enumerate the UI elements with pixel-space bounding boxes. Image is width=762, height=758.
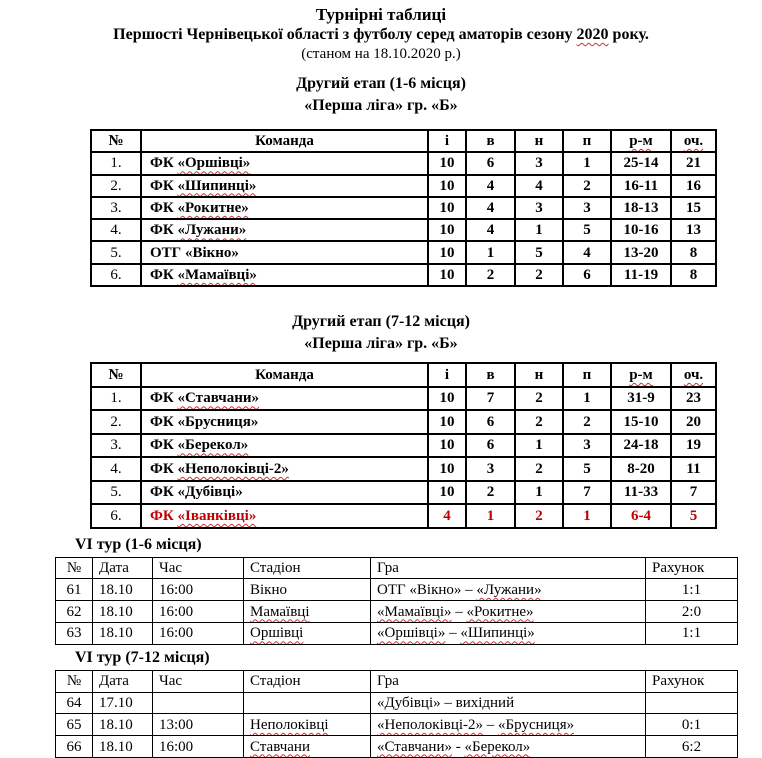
col-game: Гра xyxy=(371,670,646,692)
game-text: «Дубівці» – вихідний xyxy=(377,694,515,711)
team-cell xyxy=(141,219,428,241)
losses-cell: 5 xyxy=(563,219,611,241)
table-row xyxy=(56,601,738,623)
points-cell: 21 xyxy=(671,152,716,174)
col-score: Рахунок xyxy=(646,557,738,579)
fixtures-table-1-6 xyxy=(55,557,738,645)
time-cell xyxy=(153,692,244,714)
col-stadium: Стадіон xyxy=(244,670,371,692)
losses-cell: 1 xyxy=(563,504,611,528)
score-cell: 6:2 xyxy=(646,736,738,758)
time-cell: 16:00 xyxy=(153,579,244,601)
col-goals: р-м xyxy=(611,130,671,152)
stadium-cell xyxy=(244,601,371,623)
page-title: Турнірні таблиці xyxy=(315,5,447,24)
stage-heading-line1: Другий етап (1-6 місця) xyxy=(296,75,466,92)
wins-cell: 6 xyxy=(466,152,515,174)
game-separator: - xyxy=(451,738,465,755)
col-points: оч. xyxy=(671,130,716,152)
score-cell: 1:1 xyxy=(646,622,738,644)
team-cell xyxy=(141,175,428,197)
date-cell: 18.10 xyxy=(93,714,153,736)
match-number-cell: 64 xyxy=(56,692,93,714)
stadium-name: Неполоківці xyxy=(250,716,329,733)
time-cell: 16:00 xyxy=(153,736,244,758)
table-row xyxy=(56,714,738,736)
score-cell: 2:0 xyxy=(646,601,738,623)
goal-diff-cell: 16-11 xyxy=(611,175,671,197)
table-row xyxy=(91,481,716,505)
col-score: Рахунок xyxy=(646,670,738,692)
subtitle-tail: року. xyxy=(608,26,649,43)
stadium-name: Мамаївці xyxy=(250,603,310,620)
points-cell: 20 xyxy=(671,410,716,434)
game-text: «Рокитне» xyxy=(466,603,534,620)
col-date: Дата xyxy=(93,670,153,692)
stage-heading-line2: «Перша ліга» гр. «Б» xyxy=(304,335,458,353)
team-prefix: ФК xyxy=(150,390,178,407)
time-cell: 16:00 xyxy=(153,622,244,644)
fixtures-table-7-12 xyxy=(55,670,738,758)
game-cell xyxy=(371,579,646,601)
position-cell: 3. xyxy=(91,434,141,458)
stadium-cell xyxy=(244,714,371,736)
goal-diff-cell: 24-18 xyxy=(611,434,671,458)
played-cell: 10 xyxy=(428,434,466,458)
col-lost: п xyxy=(563,363,611,387)
subtitle-text: Першості Чернівецької області з футболу серед аматорів сезону xyxy=(113,26,577,43)
table-row xyxy=(91,152,716,174)
team-cell xyxy=(141,197,428,219)
game-text: «Оршівці» xyxy=(377,625,446,642)
goal-diff-cell: 13-20 xyxy=(611,241,671,263)
wins-cell: 6 xyxy=(466,410,515,434)
stadium-cell xyxy=(244,736,371,758)
losses-cell: 7 xyxy=(563,481,611,505)
col-number: № xyxy=(56,670,93,692)
col-points: оч. xyxy=(671,363,716,387)
team-cell xyxy=(141,457,428,481)
game-text: «Шипинці» xyxy=(460,625,535,642)
team-cell xyxy=(141,481,428,505)
draws-cell: 3 xyxy=(515,152,563,174)
round-heading-7-12: VI тур (7-12 місця) xyxy=(75,648,210,666)
col-drawn: н xyxy=(515,130,563,152)
game-text: «Мамаївці» xyxy=(377,603,452,620)
as-of-date: (станом на 18.10.2020 р.) xyxy=(301,46,461,62)
date-cell: 18.10 xyxy=(93,601,153,623)
goal-diff-cell: 10-16 xyxy=(611,219,671,241)
position-cell: 4. xyxy=(91,219,141,241)
game-text: «Берекол» xyxy=(464,738,531,755)
team-prefix: ФК xyxy=(150,460,178,477)
team-prefix: ОТГ xyxy=(150,244,185,261)
col-time: Час xyxy=(153,670,244,692)
col-goals: р-м xyxy=(611,363,671,387)
team-cell xyxy=(141,152,428,174)
col-date: Дата xyxy=(93,557,153,579)
wins-cell: 6 xyxy=(466,434,515,458)
game-text: «Неполоківці-2» xyxy=(377,716,484,733)
game-separator: – xyxy=(483,716,499,733)
team-cell xyxy=(141,264,428,286)
col-stadium: Стадіон xyxy=(244,557,371,579)
date-cell: 17.10 xyxy=(93,692,153,714)
fixtures-header-row xyxy=(56,557,738,579)
played-cell: 10 xyxy=(428,197,466,219)
played-cell: 10 xyxy=(428,219,466,241)
team-prefix: ФК xyxy=(150,155,178,172)
col-played: і xyxy=(428,363,466,387)
game-text: «Ставчани» xyxy=(377,738,452,755)
team-cell xyxy=(141,504,428,528)
points-cell: 15 xyxy=(671,197,716,219)
col-game: Гра xyxy=(371,557,646,579)
team-name: «Берекол» xyxy=(177,437,249,454)
points-cell: 19 xyxy=(671,434,716,458)
played-cell: 10 xyxy=(428,264,466,286)
goal-diff-cell: 11-19 xyxy=(611,264,671,286)
stadium-cell xyxy=(244,622,371,644)
match-number-cell: 66 xyxy=(56,736,93,758)
standings-header-row xyxy=(91,130,716,152)
stadium-name: Вікно xyxy=(250,581,287,598)
played-cell: 10 xyxy=(428,152,466,174)
wins-cell: 3 xyxy=(466,457,515,481)
game-separator: – xyxy=(445,625,461,642)
table-row xyxy=(56,736,738,758)
team-name: «Лужани» xyxy=(177,222,247,239)
team-name: «Мамаївці» xyxy=(177,266,257,283)
stage-heading-7-12 xyxy=(0,311,762,355)
team-name: «Брусниця» xyxy=(177,413,259,430)
draws-cell: 1 xyxy=(515,219,563,241)
fixtures-header-row xyxy=(56,670,738,692)
wins-cell: 2 xyxy=(466,481,515,505)
stadium-name: Оршівці xyxy=(250,625,304,642)
losses-cell: 4 xyxy=(563,241,611,263)
goal-diff-cell: 11-33 xyxy=(611,481,671,505)
position-cell: 5. xyxy=(91,481,141,505)
wins-cell: 4 xyxy=(466,175,515,197)
round-heading-1-6: VI тур (1-6 місця) xyxy=(75,535,202,553)
col-time: Час xyxy=(153,557,244,579)
losses-cell: 1 xyxy=(563,387,611,411)
col-won: в xyxy=(466,130,515,152)
draws-cell: 2 xyxy=(515,387,563,411)
points-cell: 13 xyxy=(671,219,716,241)
draws-cell: 2 xyxy=(515,504,563,528)
goal-diff-cell: 8-20 xyxy=(611,457,671,481)
played-cell: 10 xyxy=(428,457,466,481)
wins-cell: 1 xyxy=(466,241,515,263)
team-name: «Іванківці» xyxy=(177,507,257,524)
team-name: «Рокитне» xyxy=(177,200,249,217)
team-name: «Вікно» xyxy=(184,244,239,261)
table-row xyxy=(56,622,738,644)
losses-cell: 5 xyxy=(563,457,611,481)
stadium-name: Ставчани xyxy=(250,738,310,755)
table-row xyxy=(56,579,738,601)
losses-cell: 3 xyxy=(563,434,611,458)
game-separator: – xyxy=(451,603,467,620)
col-number: № xyxy=(91,130,141,152)
team-cell xyxy=(141,241,428,263)
standings-table-1-6 xyxy=(90,129,717,287)
draws-cell: 1 xyxy=(515,481,563,505)
draws-cell: 4 xyxy=(515,175,563,197)
position-cell: 3. xyxy=(91,197,141,219)
table-row xyxy=(91,219,716,241)
points-cell: 8 xyxy=(671,241,716,263)
played-cell: 10 xyxy=(428,410,466,434)
match-number-cell: 65 xyxy=(56,714,93,736)
points-cell: 7 xyxy=(671,481,716,505)
team-prefix: ФК xyxy=(150,413,178,430)
team-prefix: ФК xyxy=(150,200,178,217)
stadium-cell xyxy=(244,579,371,601)
position-cell: 4. xyxy=(91,457,141,481)
col-team: Команда xyxy=(141,130,428,152)
losses-cell: 3 xyxy=(563,197,611,219)
wins-cell: 1 xyxy=(466,504,515,528)
col-drawn: н xyxy=(515,363,563,387)
stadium-cell xyxy=(244,692,371,714)
losses-cell: 2 xyxy=(563,175,611,197)
col-number: № xyxy=(91,363,141,387)
col-number: № xyxy=(56,557,93,579)
game-cell xyxy=(371,736,646,758)
draws-cell: 2 xyxy=(515,264,563,286)
losses-cell: 1 xyxy=(563,152,611,174)
document-header xyxy=(0,0,762,64)
team-cell xyxy=(141,410,428,434)
table-row xyxy=(91,197,716,219)
table-row xyxy=(56,692,738,714)
game-text: «Лужани» xyxy=(476,581,542,598)
wins-cell: 4 xyxy=(466,219,515,241)
team-name: «Дубівці» xyxy=(177,484,243,501)
wins-cell: 7 xyxy=(466,387,515,411)
position-cell: 5. xyxy=(91,241,141,263)
played-cell: 4 xyxy=(428,504,466,528)
goal-diff-cell: 18-13 xyxy=(611,197,671,219)
game-cell xyxy=(371,622,646,644)
position-cell: 1. xyxy=(91,387,141,411)
game-cell xyxy=(371,692,646,714)
draws-cell: 3 xyxy=(515,197,563,219)
losses-cell: 2 xyxy=(563,410,611,434)
score-cell: 1:1 xyxy=(646,579,738,601)
team-name: «Ставчани» xyxy=(177,390,259,407)
draws-cell: 5 xyxy=(515,241,563,263)
col-lost: п xyxy=(563,130,611,152)
match-number-cell: 61 xyxy=(56,579,93,601)
position-cell: 2. xyxy=(91,175,141,197)
team-name: «Шипинці» xyxy=(177,177,257,194)
wins-cell: 2 xyxy=(466,264,515,286)
stage-heading-line1: Другий етап (7-12 місця) xyxy=(292,313,470,331)
team-prefix: ФК xyxy=(150,437,178,454)
wins-cell: 4 xyxy=(466,197,515,219)
date-cell: 18.10 xyxy=(93,736,153,758)
score-cell: 0:1 xyxy=(646,714,738,736)
game-text: «Брусниця» xyxy=(498,716,575,733)
table-row xyxy=(91,457,716,481)
points-cell: 5 xyxy=(671,504,716,528)
points-cell: 16 xyxy=(671,175,716,197)
team-cell xyxy=(141,434,428,458)
team-prefix: ФК xyxy=(150,507,178,524)
col-played: і xyxy=(428,130,466,152)
team-prefix: ФК xyxy=(150,266,178,283)
goal-diff-cell: 6-4 xyxy=(611,504,671,528)
position-cell: 2. xyxy=(91,410,141,434)
draws-cell: 2 xyxy=(515,457,563,481)
played-cell: 10 xyxy=(428,175,466,197)
table-row xyxy=(91,241,716,263)
table-row xyxy=(91,410,716,434)
team-cell xyxy=(141,387,428,411)
time-cell: 16:00 xyxy=(153,601,244,623)
page-subtitle xyxy=(0,25,762,45)
position-cell: 6. xyxy=(91,264,141,286)
team-prefix: ФК xyxy=(150,484,178,501)
goal-diff-cell: 25-14 xyxy=(611,152,671,174)
position-cell: 6. xyxy=(91,504,141,528)
game-text: ОТГ «Вікно» – xyxy=(377,581,477,598)
goal-diff-cell: 31-9 xyxy=(611,387,671,411)
date-cell: 18.10 xyxy=(93,622,153,644)
col-team: Команда xyxy=(141,363,428,387)
match-number-cell: 63 xyxy=(56,622,93,644)
losses-cell: 6 xyxy=(563,264,611,286)
date-cell: 18.10 xyxy=(93,579,153,601)
table-row-relegation xyxy=(91,504,716,528)
time-cell: 13:00 xyxy=(153,714,244,736)
table-row xyxy=(91,264,716,286)
stage-heading-line2: «Перша ліга» гр. «Б» xyxy=(304,97,458,114)
standings-table-7-12 xyxy=(90,362,717,529)
points-cell: 8 xyxy=(671,264,716,286)
points-cell: 23 xyxy=(671,387,716,411)
score-cell xyxy=(646,692,738,714)
draws-cell: 1 xyxy=(515,434,563,458)
played-cell: 10 xyxy=(428,481,466,505)
team-name: «Оршівці» xyxy=(177,155,251,172)
team-name: «Неполоківці-2» xyxy=(177,460,289,477)
stage-heading-1-6 xyxy=(0,73,762,117)
game-cell xyxy=(371,714,646,736)
table-row xyxy=(91,175,716,197)
table-row xyxy=(91,434,716,458)
played-cell: 10 xyxy=(428,387,466,411)
subtitle-year: 2020 xyxy=(576,26,609,43)
standings-header-row xyxy=(91,363,716,387)
match-number-cell: 62 xyxy=(56,601,93,623)
col-won: в xyxy=(466,363,515,387)
position-cell: 1. xyxy=(91,152,141,174)
goal-diff-cell: 15-10 xyxy=(611,410,671,434)
team-prefix: ФК xyxy=(150,177,178,194)
table-row xyxy=(91,387,716,411)
points-cell: 11 xyxy=(671,457,716,481)
team-prefix: ФК xyxy=(150,222,178,239)
played-cell: 10 xyxy=(428,241,466,263)
game-cell xyxy=(371,601,646,623)
draws-cell: 2 xyxy=(515,410,563,434)
